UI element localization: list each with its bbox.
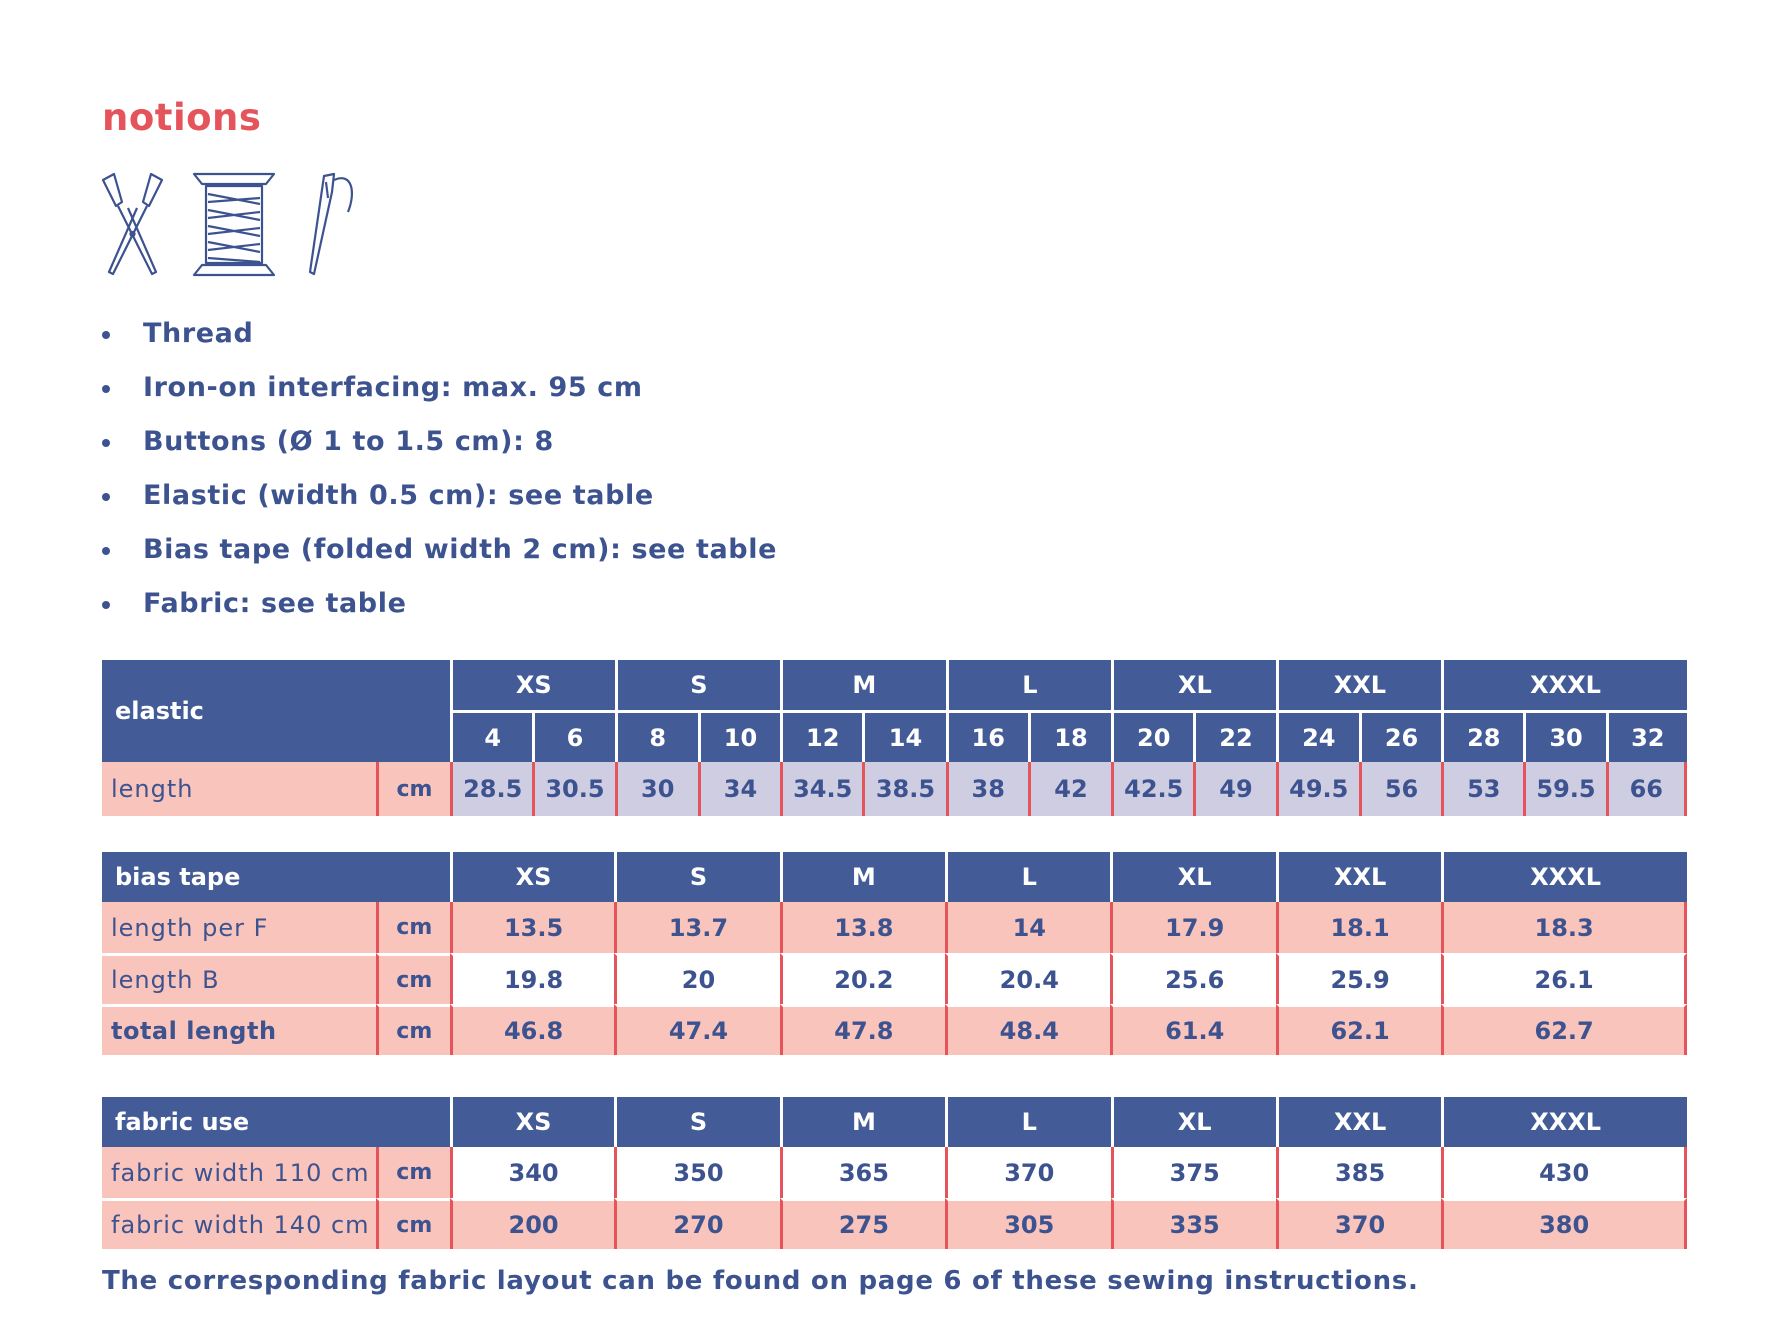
list-item: Thread: [102, 313, 777, 367]
table-cell: 61.4: [1110, 1004, 1275, 1055]
table-row: [102, 953, 1687, 1004]
table-cell: 20: [614, 953, 779, 1004]
table-cell: 42: [1028, 762, 1111, 816]
subsize-header: 30: [1523, 710, 1605, 762]
table-cell: 47.8: [780, 1004, 945, 1055]
table-cell: 18.1: [1276, 902, 1441, 953]
table-row: [102, 1198, 1687, 1249]
table-cell: 26.1: [1441, 953, 1687, 1004]
table-cell: 14: [945, 902, 1110, 953]
list-item: Bias tape (folded width 2 cm): see table: [102, 529, 777, 583]
row-unit: cm: [376, 1147, 450, 1198]
subsize-header: 32: [1606, 710, 1687, 762]
subsize-header: 20: [1111, 710, 1193, 762]
row-unit: cm: [376, 1198, 450, 1249]
table-cell: 20.4: [945, 953, 1110, 1004]
table-cell: 25.9: [1276, 953, 1441, 1004]
size-header: XXL: [1276, 1097, 1441, 1147]
table-cell: 46.8: [450, 1004, 614, 1055]
subsize-header: 16: [946, 710, 1028, 762]
thread-spool-icon: [194, 174, 274, 275]
size-header: S: [614, 1097, 779, 1147]
table-row: [102, 1147, 1687, 1198]
row-label: fabric width 140 cm: [102, 1198, 376, 1249]
table-cell: 275: [780, 1198, 945, 1249]
row-label: length: [102, 762, 376, 816]
size-header: XL: [1111, 660, 1276, 710]
table-cell: 42.5: [1111, 762, 1193, 816]
table-cell: 30: [615, 762, 698, 816]
table-cell: 350: [614, 1147, 779, 1198]
table-cell: 49.5: [1276, 762, 1359, 816]
page-title: notions: [102, 96, 262, 139]
table-cell: 38: [946, 762, 1028, 816]
table-row: [102, 762, 1687, 816]
table-cell: 340: [450, 1147, 614, 1198]
subsize-header: 6: [532, 710, 614, 762]
size-header: L: [945, 852, 1110, 902]
subsize-header: 12: [780, 710, 862, 762]
table-cell: 17.9: [1110, 902, 1275, 953]
table-cell: 370: [945, 1147, 1110, 1198]
size-header: XXL: [1276, 660, 1442, 710]
subsize-header: 24: [1276, 710, 1359, 762]
table-cell: 48.4: [945, 1004, 1110, 1055]
size-header: XS: [450, 852, 614, 902]
size-header: L: [945, 1097, 1110, 1147]
list-item: Fabric: see table: [102, 583, 777, 637]
size-header: M: [780, 1097, 945, 1147]
row-label: length B: [102, 953, 376, 1004]
row-unit: cm: [376, 902, 450, 953]
list-item: Iron-on interfacing: max. 95 cm: [102, 367, 777, 421]
size-header: XL: [1110, 852, 1275, 902]
row-label: length per F: [102, 902, 376, 953]
row-unit: cm: [376, 1004, 450, 1055]
row-unit: cm: [376, 953, 450, 1004]
table-cell: 30.5: [532, 762, 614, 816]
subsize-header: 18: [1028, 710, 1111, 762]
subsize-header: 26: [1359, 710, 1441, 762]
subsize-header: 14: [862, 710, 945, 762]
size-header: M: [780, 852, 945, 902]
notion-icons: [100, 172, 360, 277]
table-cell: 380: [1441, 1198, 1687, 1249]
subsize-header: 4: [450, 710, 532, 762]
table-cell: 13.7: [614, 902, 779, 953]
size-header: XS: [450, 660, 615, 710]
size-header: M: [780, 660, 946, 710]
table-row: [102, 1004, 1687, 1055]
table-cell: 59.5: [1523, 762, 1605, 816]
table-cell: 66: [1606, 762, 1687, 816]
table-cell: 370: [1276, 1198, 1441, 1249]
row-label: total length: [102, 1004, 376, 1055]
size-header: XXL: [1276, 852, 1441, 902]
subsize-header: 8: [615, 710, 698, 762]
row-label: fabric width 110 cm: [102, 1147, 376, 1198]
table-cell: 28.5: [450, 762, 532, 816]
size-header: XXXL: [1441, 852, 1687, 902]
table-cell: 13.5: [450, 902, 614, 953]
list-item: Elastic (width 0.5 cm): see table: [102, 475, 777, 529]
table-cell: 34: [698, 762, 780, 816]
table-cell: 430: [1441, 1147, 1687, 1198]
fabric-use-table-title: fabric use: [102, 1097, 450, 1147]
table-cell: 385: [1276, 1147, 1441, 1198]
size-header: S: [615, 660, 781, 710]
table-cell: 19.8: [450, 953, 614, 1004]
bias-tape-table-title: bias tape: [102, 852, 450, 902]
table-cell: 365: [780, 1147, 945, 1198]
table-cell: 38.5: [862, 762, 945, 816]
size-header: XS: [450, 1097, 614, 1147]
fabric-use-table: [102, 1097, 1687, 1249]
footnote: The corresponding fabric layout can be found on page 6 of these sewing instructions.: [102, 1266, 1419, 1296]
table-cell: 270: [614, 1198, 779, 1249]
table-cell: 18.3: [1441, 902, 1687, 953]
table-cell: 20.2: [780, 953, 945, 1004]
table-cell: 34.5: [780, 762, 862, 816]
size-header: XXXL: [1441, 660, 1687, 710]
table-cell: 62.7: [1441, 1004, 1687, 1055]
row-unit: cm: [376, 762, 450, 816]
elastic-table: [102, 660, 1687, 816]
table-cell: 25.6: [1110, 953, 1275, 1004]
table-cell: 335: [1111, 1198, 1276, 1249]
list-item: Buttons (Ø 1 to 1.5 cm): 8: [102, 421, 777, 475]
bias-tape-table: [102, 852, 1687, 1055]
table-cell: 305: [945, 1198, 1110, 1249]
table-cell: 200: [450, 1198, 614, 1249]
table-row: [102, 902, 1687, 953]
size-header: L: [946, 660, 1112, 710]
subsize-header: 28: [1441, 710, 1523, 762]
size-header: XXXL: [1441, 1097, 1687, 1147]
table-cell: 47.4: [614, 1004, 779, 1055]
table-cell: 375: [1111, 1147, 1276, 1198]
table-cell: 62.1: [1276, 1004, 1441, 1055]
subsize-header: 10: [698, 710, 780, 762]
table-cell: 13.8: [780, 902, 945, 953]
table-cell: 56: [1359, 762, 1441, 816]
size-header: S: [614, 852, 779, 902]
subsize-header: 22: [1193, 710, 1275, 762]
elastic-table-title: elastic: [102, 660, 450, 762]
notions-list: [102, 313, 777, 637]
table-cell: 49: [1193, 762, 1275, 816]
needle-icon: [310, 174, 352, 274]
size-header: XL: [1111, 1097, 1276, 1147]
table-cell: 53: [1441, 762, 1523, 816]
scissors-icon: [103, 174, 162, 274]
